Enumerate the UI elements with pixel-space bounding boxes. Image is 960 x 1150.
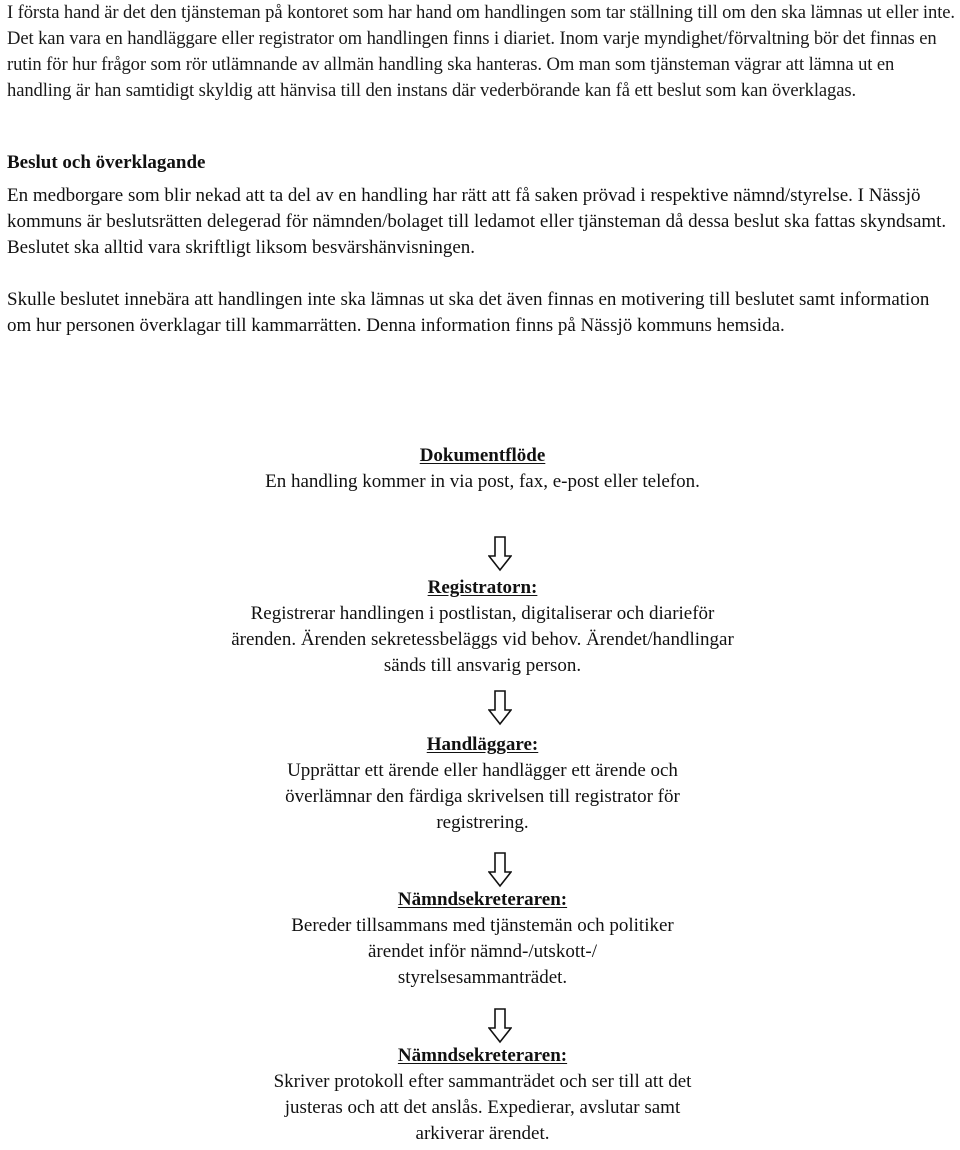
decision-paragraph: En medborgare som blir nekad att ta del av en handling har rätt att få saken prövad i respektive nämnd/styrelse. I Nässjö kommuns är beslutsrätten delegerad för nämnden/bolaget till ledamot eller tjänsteman då dessa beslut ska fattas skyndsamt. Beslutet ska alltid vara skriftligt liksom besvärshänvisningen. bbox=[7, 185, 947, 258]
flow-step-title: Nämndsekreteraren: bbox=[397, 1045, 568, 1066]
flow-step-text: Bereder tillsammans med tjänstemän och politiker ärendet inför nämnd-/utskott-/ styrelsesammanträdet. bbox=[291, 915, 674, 988]
flow-step-text: En handling kommer in via post, fax, e-post eller telefon. bbox=[265, 471, 700, 492]
down-arrow-icon bbox=[488, 690, 512, 726]
appeal-paragraph: Skulle beslutet innebära att handlingen inte ska lämnas ut ska det även finnas en motivering till beslutet samt information om hur personen överklagar till kammarrätten. Denna information finns på Nässjö kommuns hemsida. bbox=[7, 289, 930, 336]
section-heading: Beslut och överklagande bbox=[7, 152, 206, 173]
down-arrow-icon bbox=[488, 536, 512, 572]
flow-step-text: Skriver protokoll efter sammanträdet och ser till att det justeras och att det anslås. Expedierar, avslutar samt arkiverar ärendet. bbox=[273, 1071, 692, 1144]
down-arrow-icon bbox=[488, 852, 512, 888]
intro-paragraph: I första hand är det den tjänsteman på kontoret som har hand om handlingen som tar ställning till om den ska lämnas ut eller inte. Det kan vara en handläggare eller registrator om handlingen finns i diariet. Inom varje myndighet/förvaltning bör det finnas en rutin för hur frågor som rör utlämnande av allmän handling ska hanteras. Om man som tjänsteman vägrar att lämna ut en handling är han samtidigt skyldig att hänvisa till den instans där vederbörande kan få ett beslut som kan överklagas. bbox=[7, 2, 955, 101]
flow-step-officer bbox=[200, 732, 765, 836]
flow-step-title: Dokumentflöde bbox=[419, 445, 546, 466]
flow-step-committee-secretary-prepare bbox=[200, 887, 765, 991]
down-arrow-icon bbox=[488, 1008, 512, 1044]
flow-step-text: Upprättar ett ärende eller handlägger ett ärende och överlämnar den färdiga skrivelsen till registrator för registrering. bbox=[285, 760, 680, 833]
flow-step-registrar bbox=[200, 575, 765, 679]
flow-step-incoming bbox=[200, 443, 765, 495]
flow-step-text: Registrerar handlingen i postlistan, digitaliserar och diarieför ärenden. Ärenden sekretessbeläggs vid behov. Ärendet/handlingar sänds till ansvarig person. bbox=[231, 603, 734, 676]
flow-step-title: Handläggare: bbox=[426, 734, 539, 755]
flow-step-title: Nämndsekreteraren: bbox=[397, 889, 568, 910]
flow-step-committee-secretary-minutes bbox=[200, 1043, 765, 1147]
flow-step-title: Registratorn: bbox=[427, 577, 538, 598]
